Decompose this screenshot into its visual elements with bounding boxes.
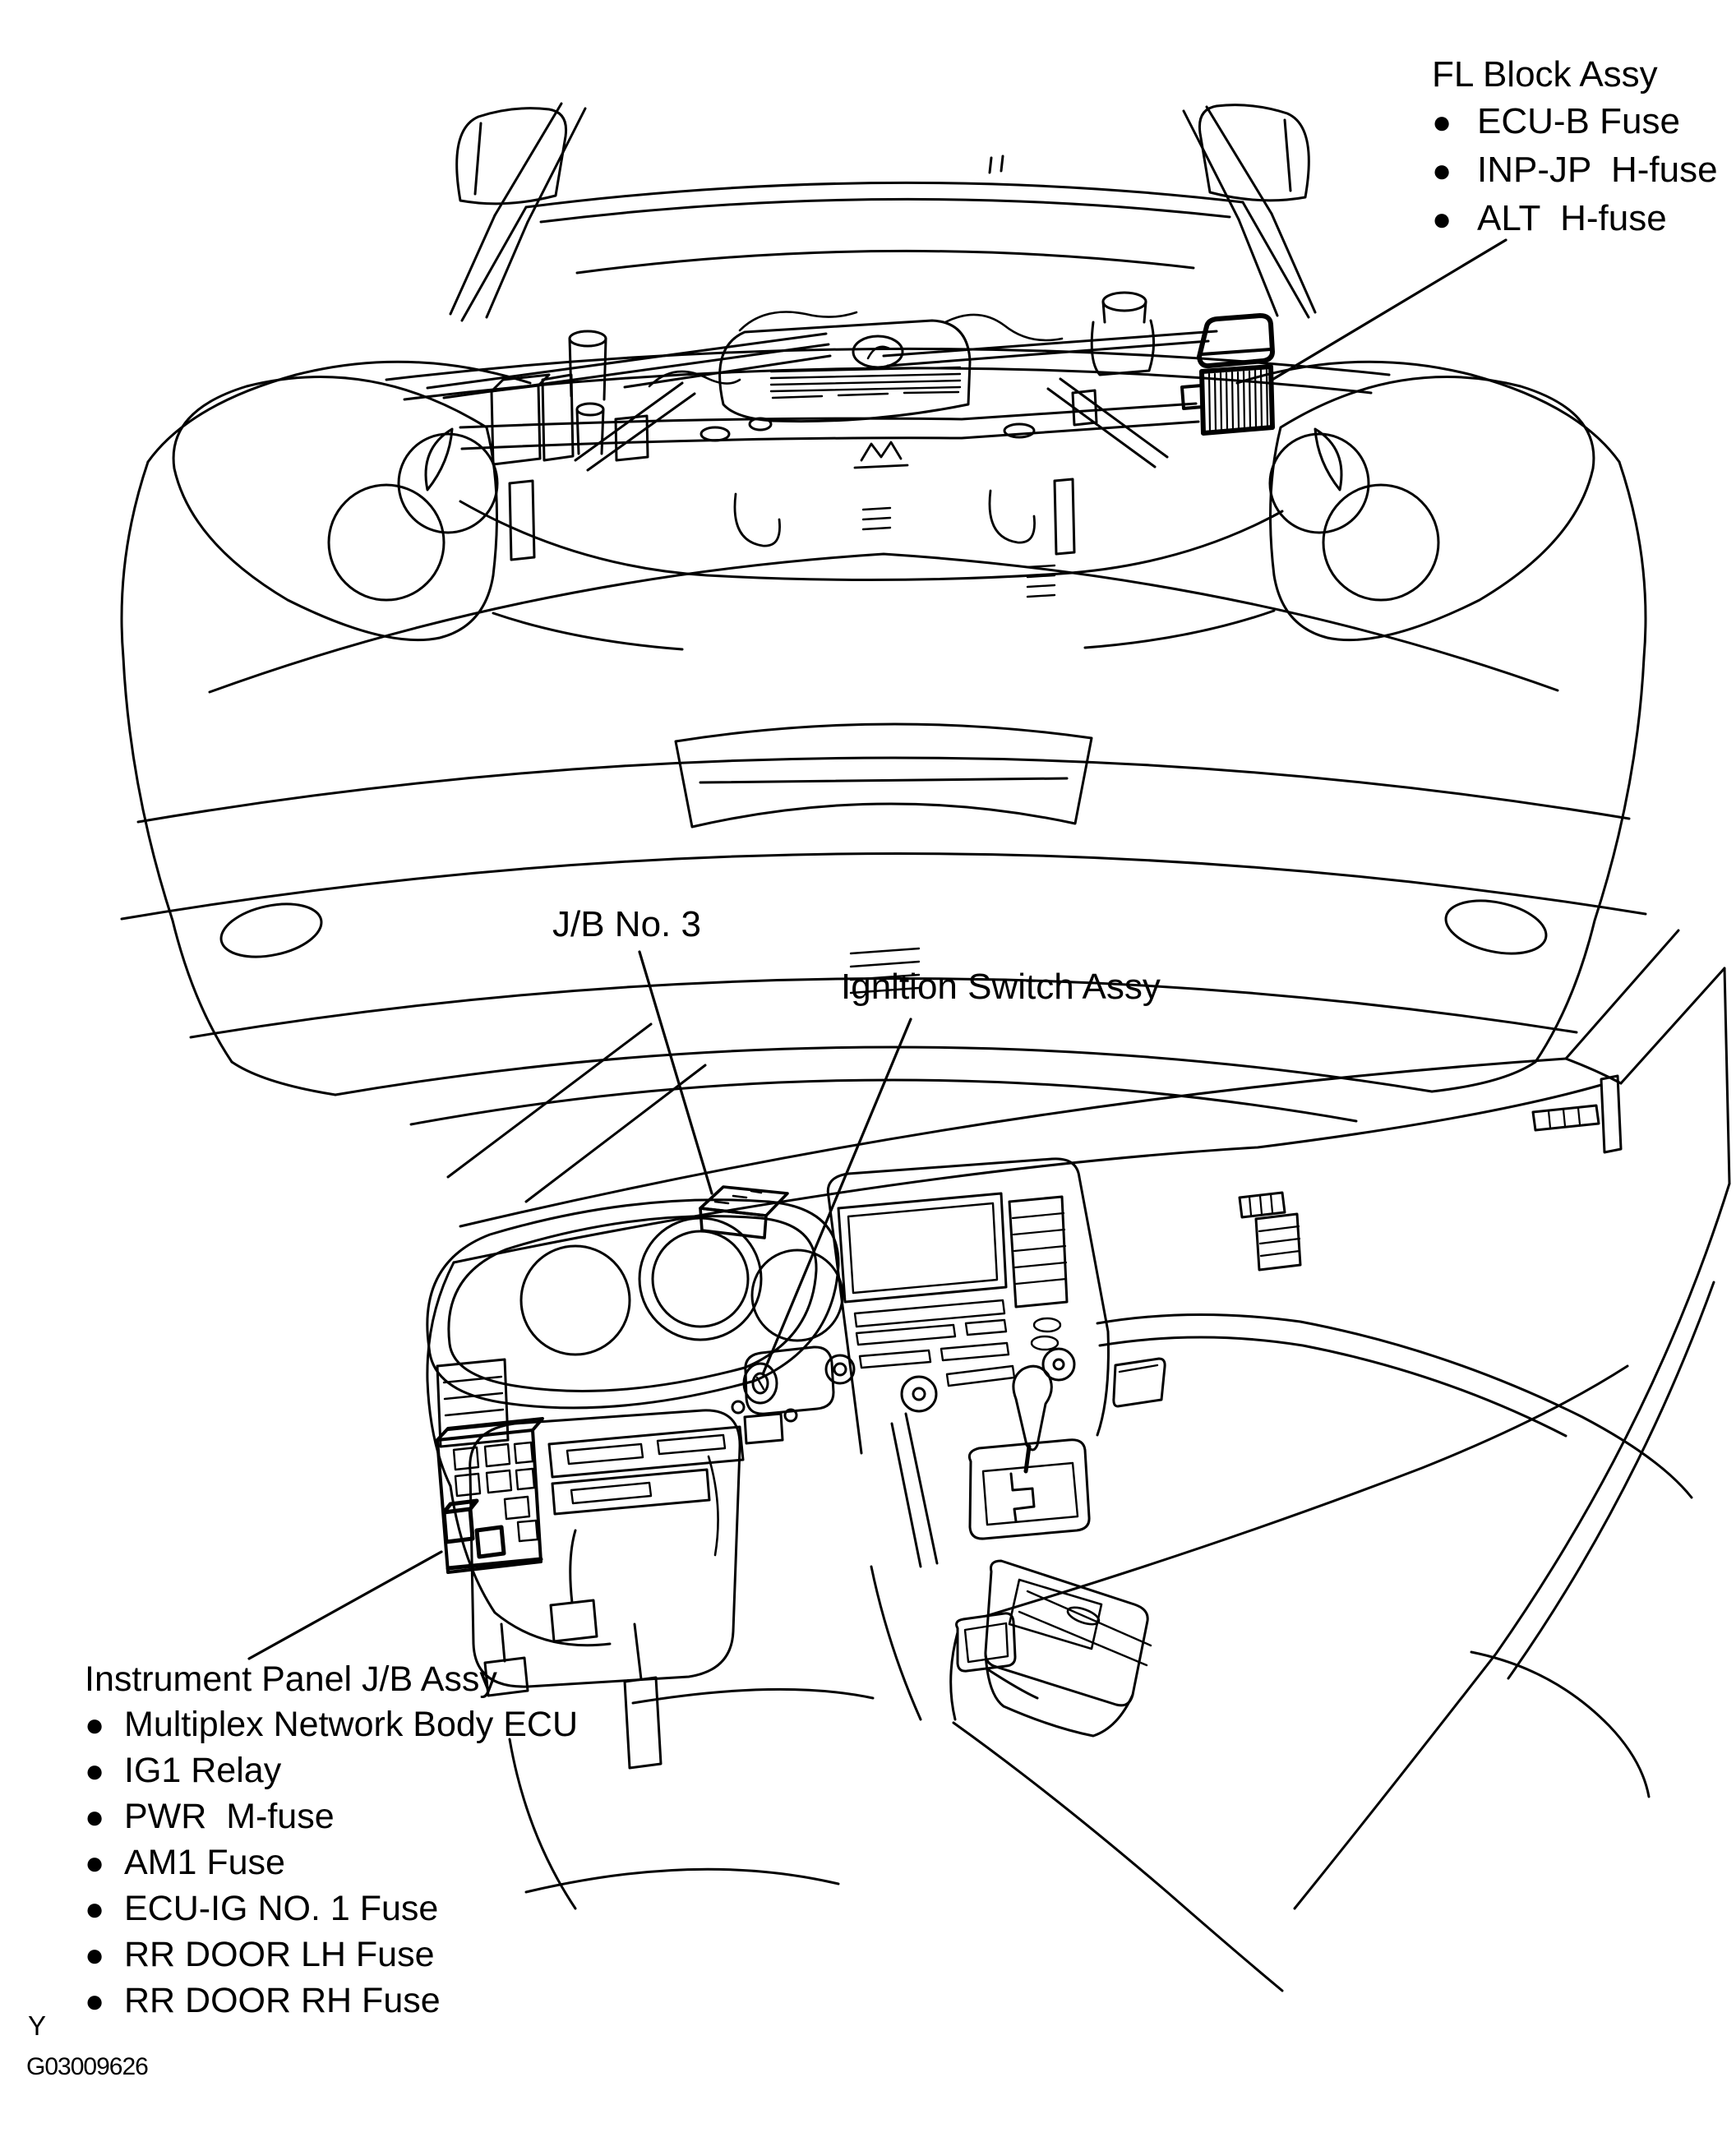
headlight-right (1270, 377, 1594, 640)
fl-block-item (1432, 195, 1718, 243)
hood-open (462, 156, 1309, 321)
dash-right-side (986, 1105, 1692, 1616)
ip-jb-item (85, 1932, 578, 1978)
headlight-left (173, 377, 497, 640)
ip-jb-item-label: AM1 Fuse (124, 1843, 285, 1882)
front-bumper (122, 554, 1646, 1124)
ip-jb-item-label: ECU-IG NO. 1 Fuse (124, 1889, 439, 1928)
bullet-icon: ● (85, 1753, 105, 1789)
ip-jb-item (85, 1978, 578, 2024)
fl-block-callout (1432, 51, 1718, 243)
fl-block-item-label: INP-JP H-fuse (1477, 150, 1718, 190)
nav-screen (838, 1193, 1006, 1302)
ip-jb-item-label: Multiplex Network Body ECU (124, 1705, 579, 1744)
ip-jb-title: Instrument Panel J/B Assy (85, 1659, 497, 1699)
jb-no3-label: J/B No. 3 (552, 904, 701, 944)
glove-pocket (1114, 1359, 1165, 1406)
a-pillars (450, 104, 1315, 317)
ip-jb-item-label: RR DOOR RH Fuse (124, 1981, 441, 2020)
bullet-icon: ● (85, 1845, 105, 1881)
bullet-icon: ● (85, 1707, 105, 1743)
bullet-icon: ● (1432, 201, 1452, 238)
lower-dash-bars (549, 1427, 743, 1514)
defroster-vents (1240, 1105, 1599, 1270)
ip-jb-item (85, 1886, 578, 1932)
shifter (969, 1366, 1089, 1539)
bullet-icon: ● (85, 1799, 105, 1835)
lexus-logo (853, 336, 903, 367)
instrument-cluster-hood (427, 1200, 843, 1408)
center-vent (1009, 1197, 1067, 1307)
fog-lamp-right (1441, 893, 1551, 962)
fl-block-item (1432, 98, 1718, 146)
relays (444, 1501, 541, 1568)
ip-jb-item (85, 1794, 578, 1840)
center-stack (828, 1159, 1108, 1453)
ignition-switch-label: Ignition Switch Assy (841, 967, 1161, 1007)
ip-jb-item (85, 1702, 578, 1748)
bullet-icon: ● (1432, 104, 1452, 141)
bullet-icon: ● (1432, 153, 1452, 189)
figure-code: G03009626 (26, 2053, 148, 2080)
fl-block-item-label: ECU-B Fuse (1477, 101, 1680, 141)
ip-jb-item-label: IG1 Relay (124, 1751, 282, 1790)
fl-block-item (1432, 146, 1718, 195)
fl-block-item-label: ALT H-fuse (1477, 198, 1667, 238)
ip-jb-item-label: RR DOOR LH Fuse (124, 1935, 435, 1974)
engine-bay-lower (460, 479, 1282, 597)
page-marker: Y (28, 2010, 47, 2041)
bullet-icon: ● (85, 1937, 105, 1973)
fl-block-title: FL Block Assy (1432, 54, 1658, 95)
ip-jb-item (85, 1748, 578, 1794)
door-and-floor-lines (510, 1184, 1729, 1991)
grille-opening (676, 724, 1092, 827)
console-armrest (986, 1561, 1151, 1736)
washer-reservoir (1092, 293, 1153, 375)
fl-block-leader-line (1271, 240, 1506, 381)
fog-lamp-left (216, 896, 326, 965)
ignition-switch (732, 1347, 854, 1443)
ip-jb-item (85, 1840, 578, 1886)
ip-jb-item-label: PWR M-fuse (124, 1797, 335, 1836)
ip-jb-leader-line (249, 1552, 441, 1659)
cup-tray (957, 1613, 1037, 1698)
bullet-icon: ● (85, 1983, 105, 2019)
stack-buttons (855, 1300, 1060, 1386)
jb-no3-leader-line (639, 952, 712, 1193)
bullet-icon: ● (85, 1891, 105, 1927)
ip-jb-callout (85, 1657, 578, 2024)
